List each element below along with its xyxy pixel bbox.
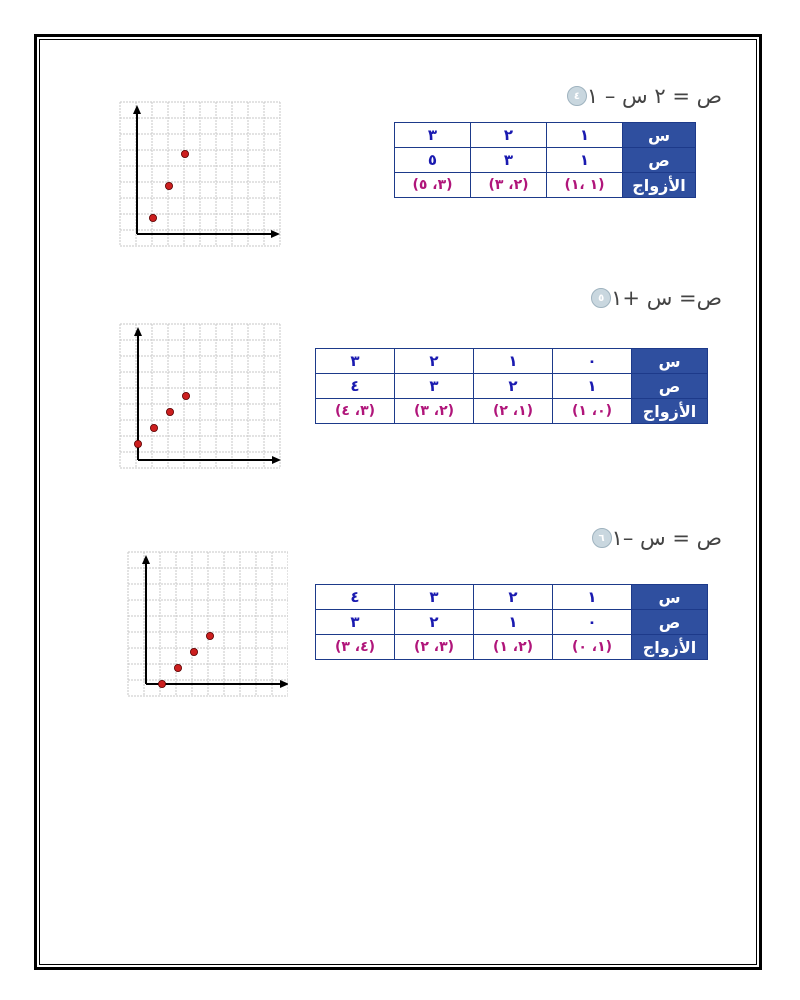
y-axis-arrow: [142, 555, 150, 564]
table-cell: ٢: [471, 123, 547, 148]
x-axis-arrow: [271, 230, 280, 238]
table-cell: ١: [474, 349, 553, 374]
table-cell: ١: [553, 374, 632, 399]
table-cell: ١: [547, 123, 623, 148]
values-table-2: [315, 348, 708, 424]
data-point: [206, 632, 213, 639]
table-cell-pair: (٢، ١): [474, 635, 553, 660]
table-cell: ٣: [316, 610, 395, 635]
x-axis-arrow: [280, 680, 288, 688]
problem-number-2: ٥: [591, 288, 611, 308]
table-cell-pair: (٢، ٣): [395, 399, 474, 424]
table-cell: ١: [553, 585, 632, 610]
table-cell: ٢: [474, 374, 553, 399]
values-table-1: [394, 122, 696, 198]
table-cell-pair: (٤، ٣): [316, 635, 395, 660]
table-cell: ٣: [395, 374, 474, 399]
equation-text-2: ص= س +١: [611, 286, 722, 310]
table-cell: ٢: [395, 349, 474, 374]
table-cell: ٣: [316, 349, 395, 374]
table-cell: ٣: [395, 123, 471, 148]
table-cell-pair: (٣، ٤): [316, 399, 395, 424]
row-label-y: ص: [632, 610, 708, 635]
table-cell-pair: (٢، ٣): [471, 173, 547, 198]
equation-3: [582, 526, 722, 550]
table-cell-pair: (١، ٠): [553, 635, 632, 660]
table-cell: ٤: [316, 374, 395, 399]
y-axis-arrow: [134, 327, 142, 336]
coordinate-graph-2: [118, 322, 288, 478]
equation-2: [581, 286, 722, 310]
table-cell: ٢: [474, 585, 553, 610]
y-axis-arrow: [133, 105, 141, 114]
table-cell-pair: (١ ،١): [547, 173, 623, 198]
table-cell-pair: (٠، ١): [553, 399, 632, 424]
table-cell: ٣: [395, 585, 474, 610]
table-cell-pair: (١، ٢): [474, 399, 553, 424]
data-point: [190, 648, 197, 655]
data-point: [181, 150, 188, 157]
data-point: [174, 664, 181, 671]
table-cell: ٣: [471, 148, 547, 173]
equation-1: [557, 84, 722, 108]
equation-text-3: ص = س –١: [611, 526, 722, 550]
data-point: [158, 680, 165, 687]
row-label-y: ص: [623, 148, 696, 173]
table-cell: ١: [474, 610, 553, 635]
equation-text-1: ص = ٢ س – ١: [586, 84, 722, 108]
table-cell: ٥: [395, 148, 471, 173]
data-point: [165, 182, 172, 189]
table-cell: ٠: [553, 349, 632, 374]
table-cell: ١: [547, 148, 623, 173]
row-label-pairs: الأزواج: [632, 399, 708, 424]
row-label-pairs: الأزواج: [623, 173, 696, 198]
problem-number-3: ٦: [592, 528, 612, 548]
row-label-x: س: [632, 585, 708, 610]
row-label-x: س: [632, 349, 708, 374]
table-cell: ٢: [395, 610, 474, 635]
table-cell: ٠: [553, 610, 632, 635]
table-cell: ٤: [316, 585, 395, 610]
table-cell-pair: (٣، ٥): [395, 173, 471, 198]
data-point: [134, 440, 141, 447]
values-table-3: [315, 584, 708, 660]
coordinate-graph-3: [126, 550, 288, 698]
coordinate-graph-1: [118, 100, 284, 254]
problem-number-1: ٤: [567, 86, 587, 106]
row-label-y: ص: [632, 374, 708, 399]
data-point: [166, 408, 173, 415]
table-cell-pair: (٣، ٢): [395, 635, 474, 660]
row-label-pairs: الأزواج: [632, 635, 708, 660]
data-point: [150, 424, 157, 431]
row-label-x: س: [623, 123, 696, 148]
data-point: [149, 214, 156, 221]
data-point: [182, 392, 189, 399]
